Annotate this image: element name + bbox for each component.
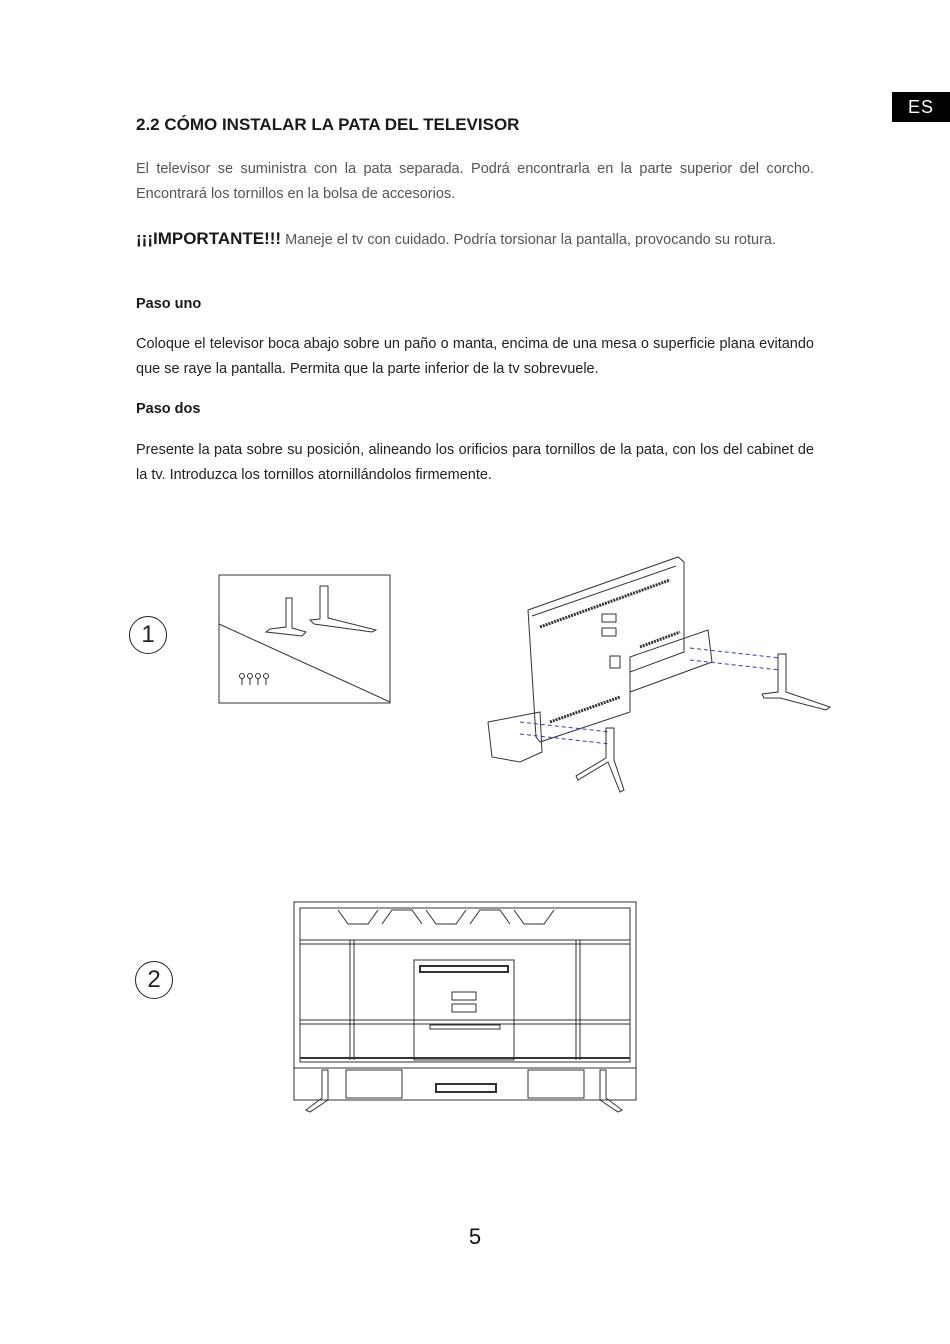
language-tab: ES: [892, 92, 950, 122]
step-two-heading: Paso dos: [136, 401, 201, 417]
figure-two-number: 2: [135, 961, 173, 999]
important-text: Maneje el tv con cuidado. Podría torsionar la pantalla, provocando su rotura.: [281, 232, 776, 248]
intro-paragraph: El televisor se suministra con la pata separada. Podrá encontrarla en la parte superior del corcho. Encontrará los tornillos en la bolsa de accesorios.: [136, 161, 814, 202]
figure-one-number: 1: [129, 616, 167, 654]
tv-back-stand-attach-illustration: [480, 552, 865, 797]
step-one-text: Coloque el televisor boca abajo sobre un paño o manta, encima de una mesa o superficie plana evitando que se raye la pantalla. Permita que la parte inferior de la tv sobrevuele.: [136, 336, 814, 377]
page-number: 5: [468, 1224, 482, 1249]
important-paragraph: [136, 226, 814, 253]
section-title: 2.2 CÓMO INSTALAR LA PATA DEL TELEVISOR: [136, 115, 520, 134]
step-one-heading: Paso uno: [136, 296, 202, 312]
step-two-text: Presente la pata sobre su posición, alineando los orificios para tornillos de la pata, con los del cabinet de la tv. Introduzca los tornillos atornillándolos firmemente.: [136, 442, 814, 483]
tv-back-assembled-illustration: [290, 900, 640, 1118]
important-label: ¡¡¡IMPORTANTE!!!: [136, 229, 282, 248]
stand-parts-illustration: [218, 574, 391, 704]
